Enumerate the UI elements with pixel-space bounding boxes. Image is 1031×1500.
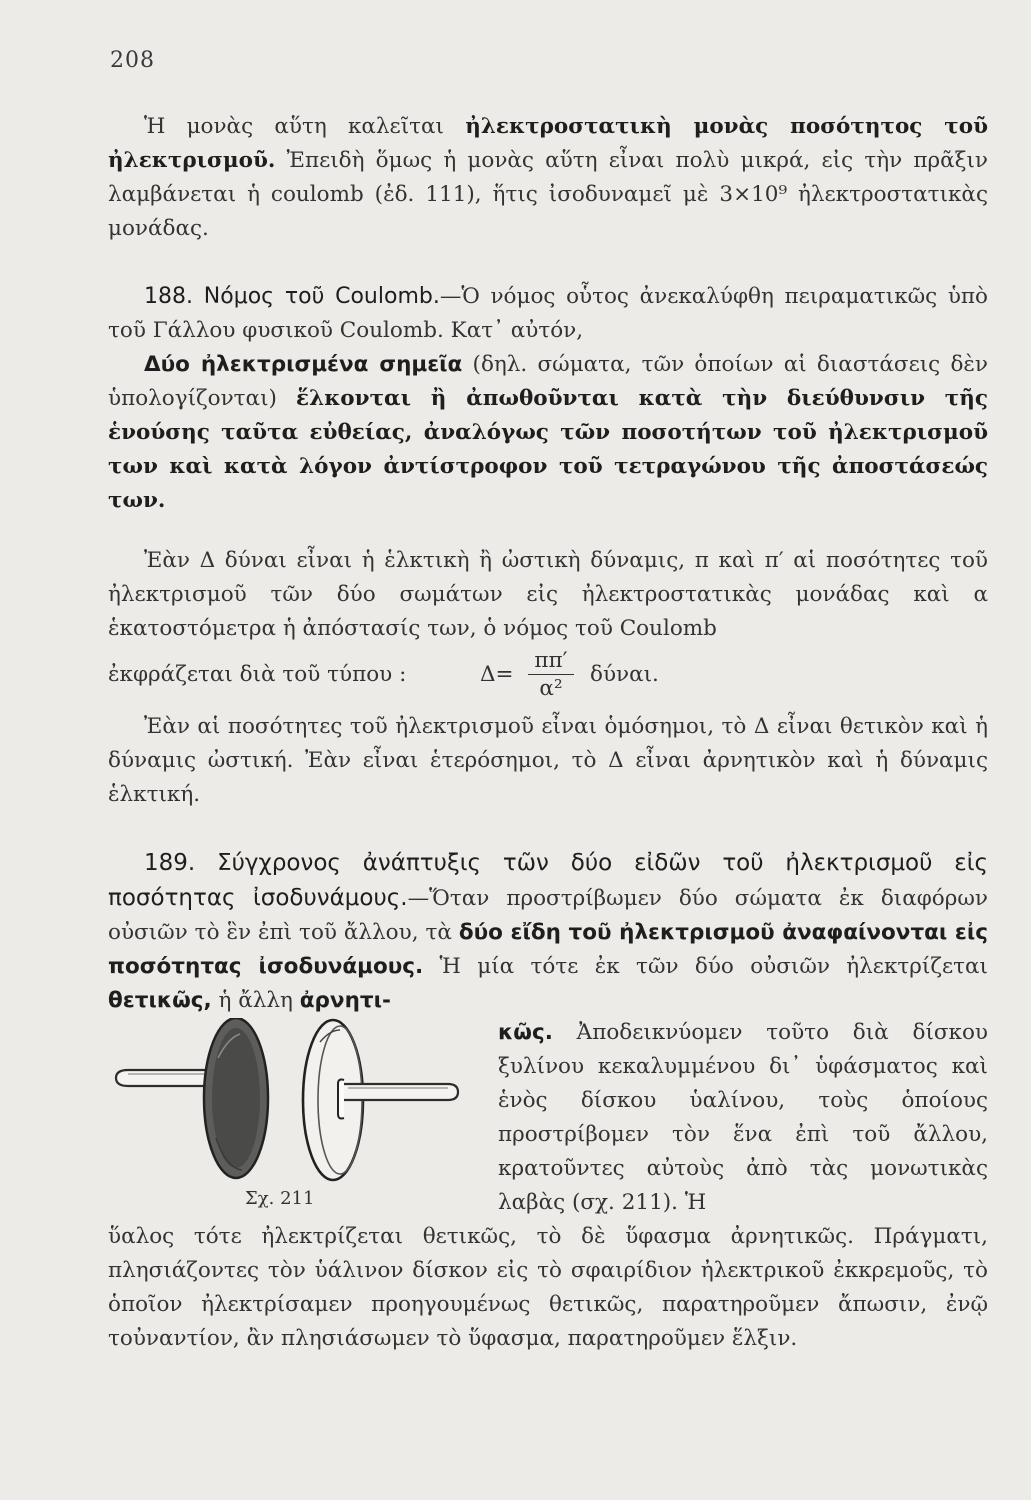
text-run: (δηλ. σώματα, τῶν ὁποίων αἱ διαστάσεις δὲν ὑπολογίζονται)	[108, 352, 988, 411]
text-run: ἡ ἄλλη	[211, 988, 300, 1013]
paragraph-variables: Ἐὰν Δ δύναι εἶναι ἡ ἑλκτικὴ ἢ ὠστικὴ δύναμις, π καὶ π′ αἱ ποσότητες τοῦ ἠλεκτρισμοῦ τῶν δύο σωμάτων εἰς ἠλεκτροστατικὰς μονάδας καὶ α ἑκατοστόμετρα ἡ ἀπόστασίς των, ὁ νόμος τοῦ Coulomb	[108, 548, 988, 641]
cloth-disc-icon	[116, 1018, 268, 1178]
formula-lhs: Δ=	[480, 662, 514, 687]
section-heading-189: 189. Σύγχρονος ἀνάπτυξις τῶν δύο εἰδῶν τοῦ ἠλεκτρισμοῦ εἰς ποσότητας ἰσοδυνάμους.	[108, 850, 988, 911]
page-number: 208	[110, 48, 155, 73]
section-heading-188: 188. Νόμος τοῦ Coulomb.	[144, 284, 440, 309]
bold-term-positive: θετικῶς,	[108, 988, 212, 1013]
text-run: Ἡ μονὰς αὕτη καλεῖται	[144, 114, 466, 139]
law-lead: Δύο ἠλεκτρισμένα σημεῖα	[144, 352, 463, 377]
text-run: —Ὁ νόμος οὗτος ἀνεκαλύφθη πειραματικῶς ὑπὸ τοῦ Γάλλου φυσικοῦ Coulomb. Κατ᾽ αὐτόν,	[108, 284, 988, 343]
text-run: Ἡ μία τότε ἐκ τῶν δύο οὐσιῶν ἠλεκτρίζεται	[423, 954, 988, 979]
formula-denominator: α²	[539, 676, 563, 701]
paragraph-conclusion: ὕαλος τότε ἠλεκτρίζεται θετικῶς, τὸ δὲ ὕφασμα ἀρνητικῶς. Πράγματι, πλησιάζοντες τὸν ὑάλινον δίσκον εἰς τὸ σφαιρίδιον ἠλεκτρικοῦ ἐκκρεμοῦς, τὸ ὁποῖον ἠλεκτρίσαμεν προηγουμένως θετικῶς, παρατηροῦμεν ἄπωσιν, ἐνῷ τοὐναντίον, ἂν πλησιάσωμεν τὸ ὕφασμα, παρατηροῦμεν ἕλξιν.	[108, 1224, 988, 1351]
bold-term: κῶς.	[498, 1020, 553, 1045]
formula-lead-text: ἐκφράζεται διὰ τοῦ τύπου :	[108, 662, 407, 687]
text-run: —Ὅταν προστρίβωμεν δύο σώματα ἐκ διαφόρων οὐσιῶν τὸ ἓν ἐπὶ τοῦ ἄλλου, τὰ	[108, 886, 988, 945]
section-188	[108, 280, 988, 348]
formula-numerator: ππ′	[528, 648, 574, 675]
text-run: Ἐπειδὴ ὅμως ἡ μονὰς αὕτη εἶναι πολὺ μικρά, εἰς τὴν πρᾶξιν λαμβάνεται ἡ coulomb (ἐδ. 111), ἥτις ἰσοδυναμεῖ μὲ 3×10⁹ ἠλεκτροστατικὰς μονάδας.	[108, 148, 988, 241]
formula-line	[108, 648, 988, 708]
coulomb-law-statement	[108, 348, 988, 518]
glass-disc-icon	[303, 1020, 458, 1180]
formula-fraction	[528, 648, 574, 703]
paragraph-sign-rule: Ἐὰν αἱ ποσότητες τοῦ ἠλεκτρισμοῦ εἶναι ὁμόσημοι, τὸ Δ εἶναι θετικὸν καὶ ἡ δύναμις ὠστική. Ἐὰν εἶναι ἑτερόσημοι, τὸ Δ εἶναι ἀρνητικὸν καὶ ἡ δύναμις ἑλκτική.	[108, 714, 988, 807]
formula-unit: δύναι.	[590, 662, 659, 687]
law-bold-text: ἕλκονται ἢ ἀπωθοῦνται κατὰ τὴν διεύθυνσιν τῆς ἑνούσης ταῦτα εὐθείας, ἀναλόγως τῶν ποσοτήτων τοῦ ἠλεκτρισμοῦ των καὶ κατὰ λόγον ἀντίστροφον τοῦ τετραγώνου τῆς ἀποστάσεώς των.	[108, 386, 988, 513]
paragraph-wrapped-text	[498, 1016, 988, 1220]
section-189	[108, 846, 988, 1018]
bold-term: δύο εἴδη τοῦ ἠλεκτρισμοῦ ἀναφαίνονται εἰς ποσότητας ἰσοδυνάμους.	[108, 920, 988, 979]
bold-term: ἠλεκτροστατικὴ μονὰς ποσότητος τοῦ ἠλεκτρισμοῦ.	[108, 114, 988, 173]
paragraph-unit-definition	[108, 110, 988, 246]
text-run: Ἀποδεικνύομεν τοῦτο διὰ δίσκου ξυλίνου κεκαλυμμένου δι᾽ ὑφάσματος καὶ ἑνὸς δίσκου ὑαλίνου, τοὺς ὁποίους προστρίβομεν τὸν ἕνα ἐπὶ τοῦ ἄλλου, κρατοῦντες αὐτοὺς ἀπὸ τὰς μονωτικὰς λαβὰς (σχ. 211). Ἡ	[498, 1020, 988, 1215]
figure-caption: Σχ. 211	[245, 1188, 315, 1209]
bold-term-negative: ἀρνητι-	[299, 988, 391, 1013]
